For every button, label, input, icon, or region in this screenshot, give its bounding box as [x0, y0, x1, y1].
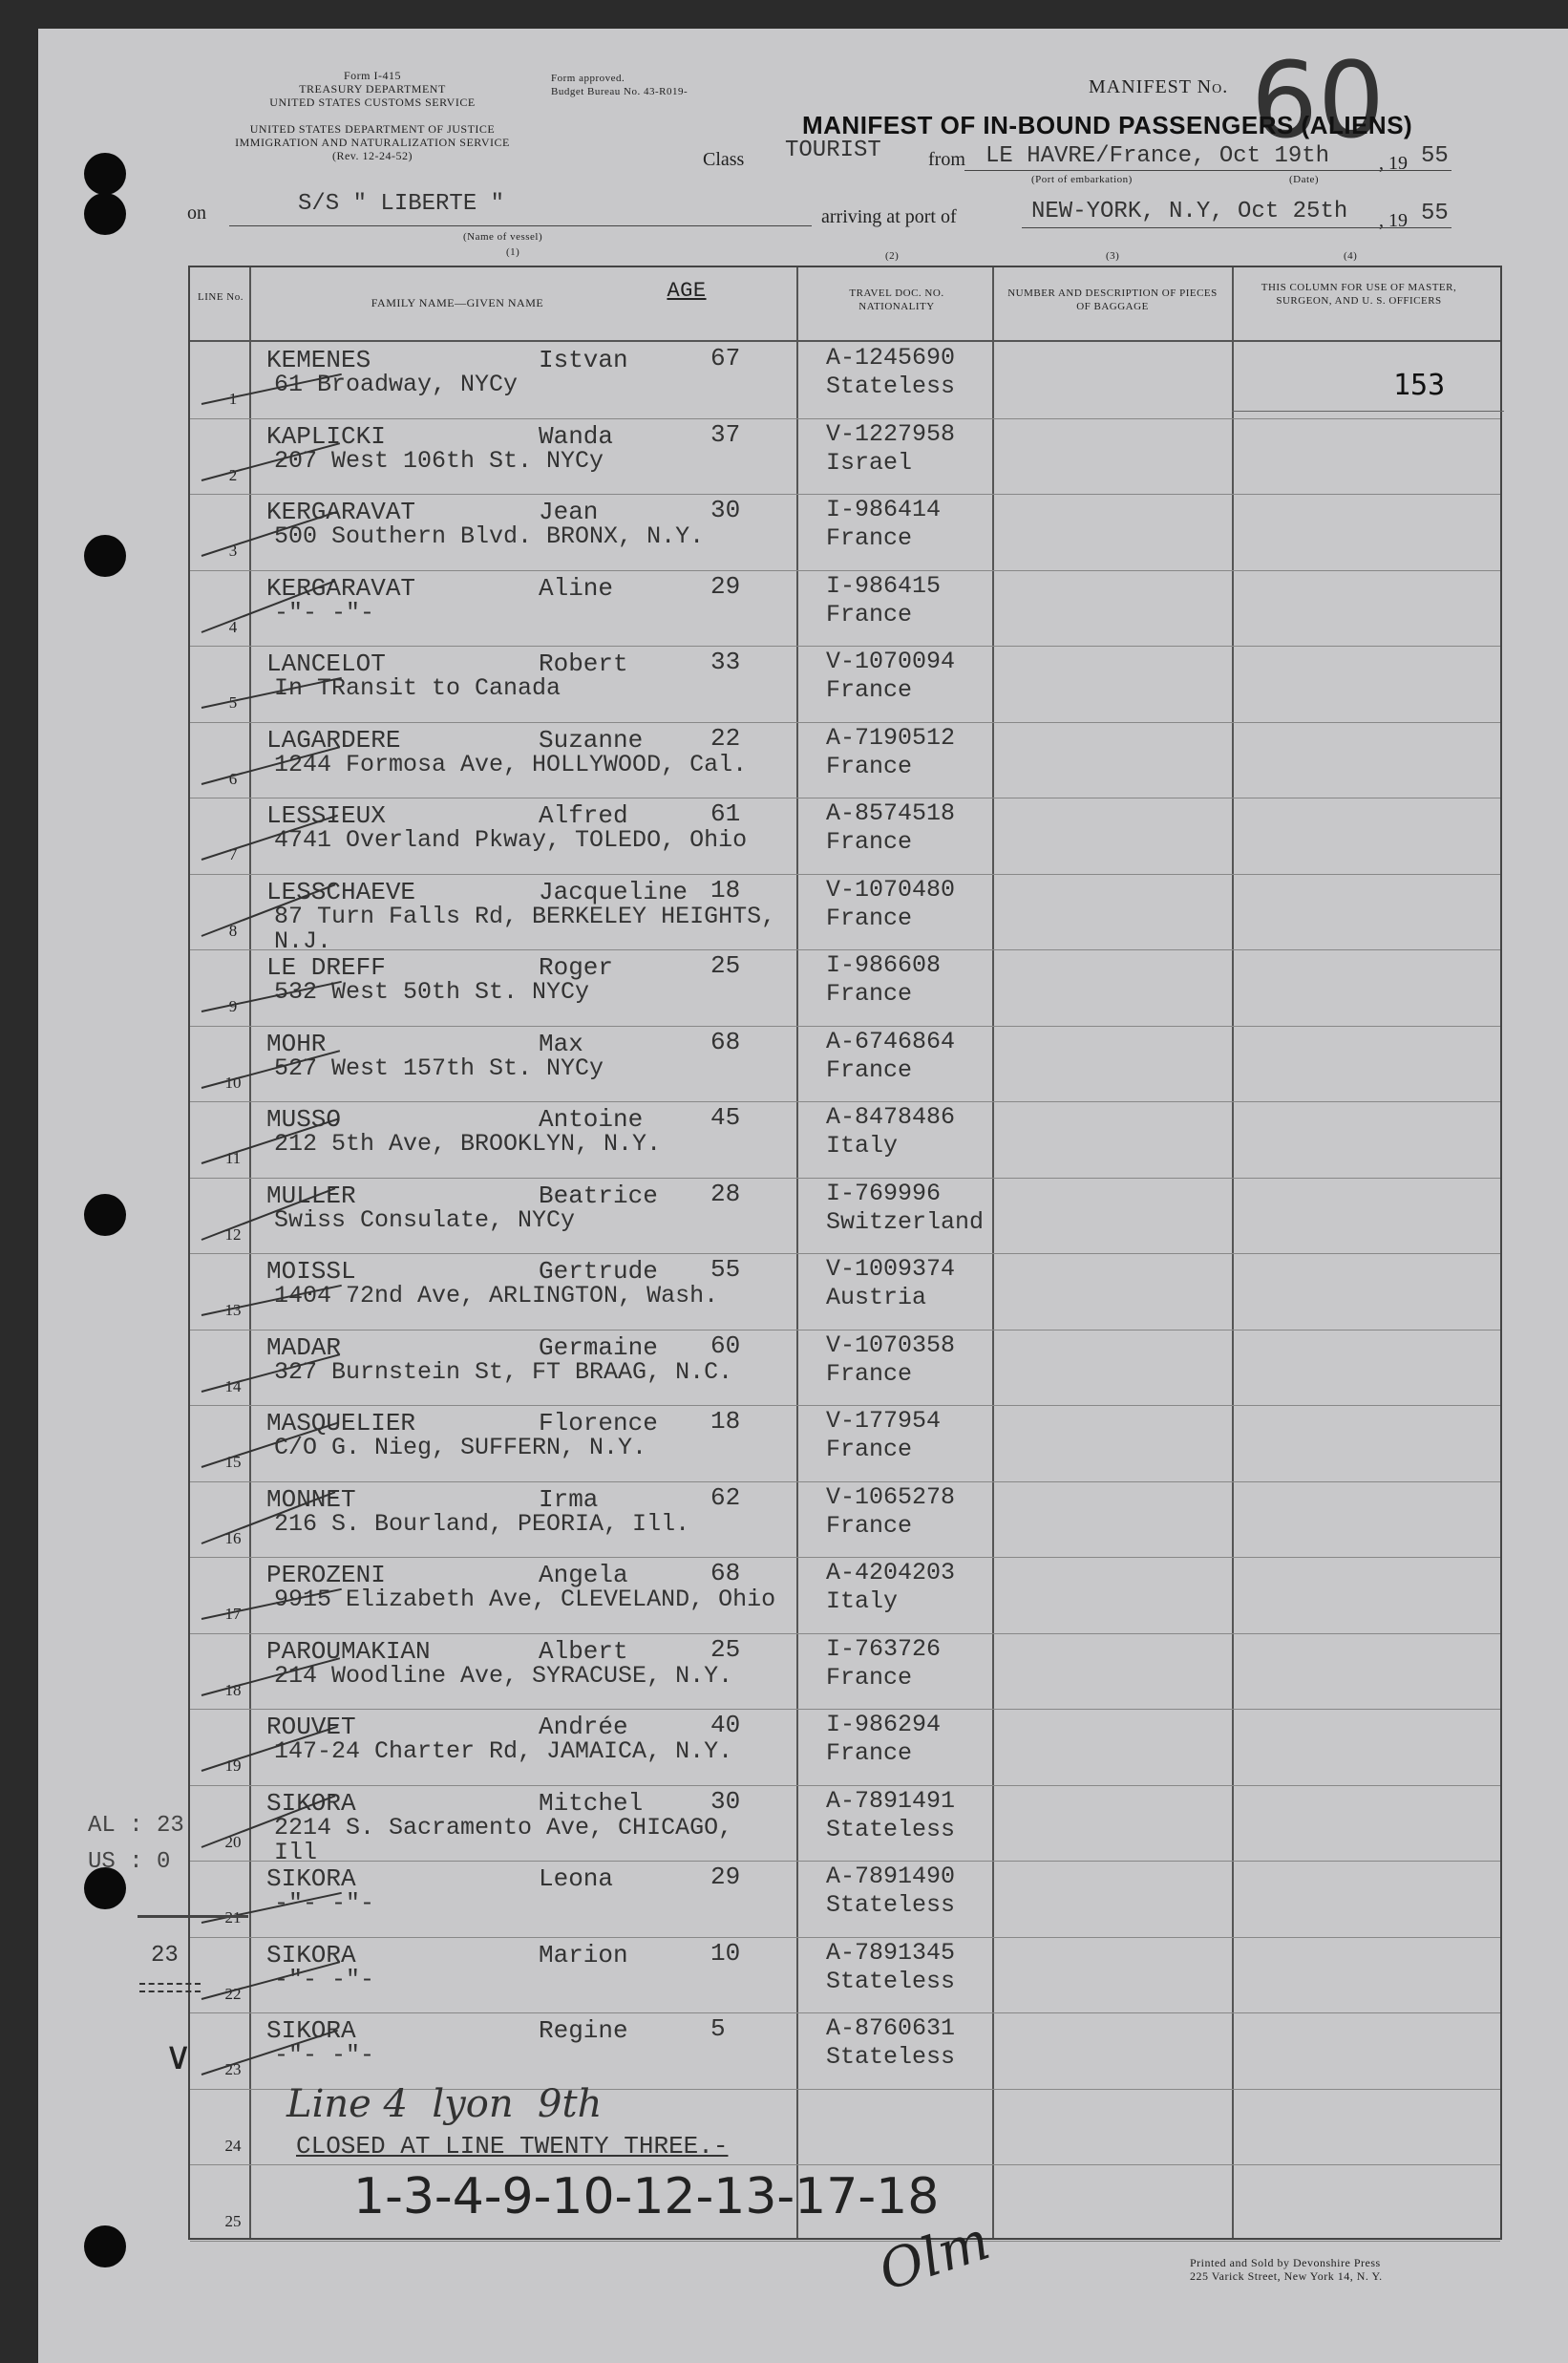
- family-name: LAGARDERE: [266, 725, 401, 755]
- given-name: Max: [539, 1029, 583, 1058]
- class-value: TOURIST: [785, 138, 881, 163]
- table-row: [190, 1178, 1500, 1253]
- family-name: MASQUELIER: [266, 1409, 416, 1437]
- nationality: France: [826, 1663, 913, 1692]
- nationality: Stateless: [826, 2043, 956, 2071]
- nationality: France: [826, 524, 913, 552]
- year-prefix-2: , 19: [1379, 210, 1408, 231]
- table-row: [190, 418, 1500, 494]
- nationality: France: [826, 1436, 913, 1463]
- margin-double-rule: [139, 1983, 201, 1992]
- family-name: SIKORA: [266, 1864, 356, 1893]
- address: 1404 72nd Ave, ARLINGTON, Wash.: [274, 1282, 719, 1309]
- line-number: 4: [228, 617, 238, 636]
- line-number: 13: [224, 1301, 242, 1319]
- nationality: Stateless: [826, 1891, 956, 1919]
- family-name: PAROUMAKIAN: [266, 1636, 431, 1666]
- age: 30: [710, 496, 741, 524]
- nationality: France: [826, 980, 913, 1008]
- arrival-port: NEW-YORK, N.Y, Oct 25th: [1031, 199, 1348, 224]
- family-name: MUSSO: [266, 1105, 342, 1134]
- age: 29: [710, 571, 741, 601]
- ins-service: IMMIGRATION AND NATURALIZATION SERVICE: [235, 136, 510, 149]
- col4-marker: (4): [1344, 250, 1358, 262]
- travel-doc: V-177954: [826, 1407, 942, 1435]
- printer-line1: Printed and Sold by Devonshire Press: [1190, 2256, 1381, 2269]
- age: 25: [710, 1634, 741, 1664]
- line-number: 9: [228, 997, 238, 1015]
- nationality: Switzerland: [826, 1207, 985, 1236]
- family-name: LESSCHAEVE: [266, 877, 416, 906]
- line24-note: Line 4 lyon 9th: [286, 2082, 603, 2126]
- given-name: Robert: [539, 649, 628, 678]
- class-label: Class: [703, 149, 745, 170]
- margin-check: ∨: [164, 2034, 193, 2078]
- margin-us: US : 0: [88, 1849, 171, 1875]
- family-name: KAPLICKI: [266, 421, 386, 451]
- age: 5: [710, 2014, 726, 2043]
- family-name: PEROZENI: [266, 1561, 386, 1589]
- binder-hole: [84, 535, 126, 577]
- address: 214 Woodline Ave, SYRACUSE, N.Y.: [274, 1661, 733, 1690]
- table-row: [190, 1557, 1500, 1632]
- line-number: 23: [224, 2060, 242, 2078]
- table-row: [190, 722, 1500, 798]
- travel-doc: V-1070480: [826, 875, 956, 904]
- family-name: LE DREFF: [266, 953, 386, 982]
- family-name: KERGARAVAT: [266, 498, 416, 526]
- address: -"- -"-: [274, 1889, 375, 1917]
- travel-doc: A-8760631: [826, 2014, 956, 2042]
- table-row: [190, 494, 1500, 569]
- travel-doc: A-1245690: [826, 344, 956, 372]
- nationality: France: [826, 904, 913, 932]
- age: 25: [710, 951, 741, 980]
- manifest-title: MANIFEST OF IN-BOUND PASSENGERS (ALIENS): [802, 111, 1413, 139]
- justice-dept: UNITED STATES DEPARTMENT OF JUSTICE: [249, 122, 496, 136]
- given-name: Alfred: [539, 801, 628, 830]
- travel-doc: I-986608: [826, 951, 942, 979]
- nationality: France: [826, 600, 913, 628]
- travel-doc: V-1065278: [826, 1482, 956, 1511]
- binder-hole: [84, 1194, 126, 1236]
- year-value-1: 55: [1421, 143, 1449, 169]
- table-row: [190, 1709, 1500, 1784]
- from-underline: [964, 170, 1451, 171]
- family-name: SIKORA: [266, 1788, 356, 1818]
- travel-doc: V-1227958: [826, 419, 956, 448]
- travel-doc: A-8574518: [826, 799, 956, 827]
- family-name: MONNET: [266, 1484, 356, 1514]
- nationality: Italy: [826, 1132, 899, 1160]
- age: 18: [710, 1407, 741, 1436]
- line-number: 19: [224, 1756, 242, 1775]
- address: C/O G. Nieg, SUFFERN, N.Y.: [274, 1434, 647, 1461]
- given-name: Suzanne: [539, 725, 644, 755]
- travel-doc: A-7891491: [826, 1786, 956, 1815]
- age: 60: [710, 1331, 741, 1360]
- nationality: Austria: [826, 1284, 927, 1311]
- given-name: Marion: [539, 1940, 628, 1969]
- manifest-no-label: MANIFEST No.: [1089, 76, 1229, 97]
- address: -"- -"-: [274, 598, 375, 627]
- family-name: MOHR: [266, 1029, 327, 1058]
- age: 62: [710, 1482, 741, 1512]
- customs-service: UNITED STATES CUSTOMS SERVICE: [269, 96, 476, 109]
- binder-hole: [84, 193, 126, 235]
- line-number: 14: [224, 1376, 242, 1395]
- nationality: France: [826, 1739, 913, 1767]
- address: 1244 Formosa Ave, HOLLYWOOD, Cal.: [274, 750, 748, 778]
- line-number: 12: [224, 1224, 242, 1244]
- handwritten-initials: Olm: [871, 2209, 998, 2304]
- line-number: 1: [228, 390, 238, 408]
- line-number: 21: [224, 1908, 242, 1927]
- row-divider: [190, 2241, 1500, 2242]
- table-row: [190, 646, 1500, 721]
- year-value-2: 55: [1421, 201, 1449, 226]
- given-name: Leona: [539, 1864, 614, 1893]
- given-name: Andrée: [539, 1713, 628, 1741]
- line-number: 11: [224, 1149, 242, 1167]
- handwritten-sequence: 1-3-4-9-10-12-13-17-18: [353, 2168, 940, 2225]
- age: 61: [710, 799, 741, 828]
- line-number: 25: [224, 2212, 242, 2230]
- table-row: [190, 1481, 1500, 1557]
- travel-doc: I-769996: [826, 1179, 942, 1207]
- nationality: Israel: [826, 448, 913, 477]
- family-name: ROUVET: [266, 1713, 356, 1741]
- line-number: 24: [224, 2136, 242, 2155]
- age: 40: [710, 1711, 741, 1739]
- travel-doc: A-7891345: [826, 1938, 956, 1967]
- table-row: [190, 1101, 1500, 1177]
- family-name: LANCELOT: [266, 649, 386, 678]
- manifest-no-value: 60: [1251, 39, 1385, 161]
- address: 532 West 50th St. NYCy: [274, 978, 590, 1006]
- age: 68: [710, 1559, 741, 1587]
- travel-doc: I-763726: [826, 1634, 942, 1663]
- budget-bureau: Budget Bureau No. 43-R019-: [551, 86, 689, 97]
- date-caption: (Date): [1289, 174, 1320, 185]
- age: 68: [710, 1027, 741, 1056]
- officer-note: 153: [1393, 369, 1446, 402]
- from-label: from: [928, 149, 965, 170]
- address: Swiss Consulate, NYCy: [274, 1205, 576, 1234]
- table-row: [190, 1330, 1500, 1405]
- nationality: Stateless: [826, 1815, 956, 1843]
- arriving-label: arriving at port of: [821, 206, 957, 227]
- header-age: AGE: [667, 279, 707, 303]
- header-baggage: NUMBER AND DESCRIPTION OF PIECES OF BAGGAGE: [1007, 287, 1218, 312]
- travel-doc: V-1070358: [826, 1331, 956, 1359]
- family-name: SIKORA: [266, 2016, 356, 2045]
- binder-hole: [84, 2225, 126, 2267]
- table-row: [190, 798, 1500, 873]
- given-name: Roger: [539, 953, 614, 982]
- address: -"- -"-: [274, 1965, 375, 1993]
- nationality: France: [826, 1359, 913, 1388]
- given-name: Regine: [539, 2016, 628, 2045]
- family-name: MOISSL: [266, 1257, 356, 1286]
- address: In TRansit to Canada: [274, 674, 562, 702]
- line-number: 8: [228, 921, 238, 940]
- vessel-underline: [229, 225, 812, 226]
- form-approved: Form approved.: [551, 73, 625, 84]
- margin-total: 23: [151, 1943, 179, 1969]
- manifest-sheet: [38, 29, 1568, 2363]
- age: 29: [710, 1863, 741, 1891]
- nationality: France: [826, 828, 913, 856]
- given-name: Istvan: [539, 346, 628, 374]
- treasury-dept: TREASURY DEPARTMENT: [299, 82, 446, 96]
- age: 67: [710, 344, 741, 373]
- line-number: 16: [224, 1528, 242, 1547]
- travel-doc: I-986414: [826, 496, 942, 523]
- table-row: [190, 570, 1500, 646]
- line-number: 5: [228, 693, 238, 712]
- family-name: KERGARAVAT: [266, 573, 416, 603]
- binder-hole: [84, 153, 126, 195]
- family-name: LESSIEUX: [266, 801, 386, 830]
- port-embark-caption: (Port of embarkation): [1031, 174, 1133, 185]
- closing-text: CLOSED AT LINE TWENTY THREE.-: [296, 2132, 729, 2161]
- col2-marker: (2): [885, 250, 900, 262]
- col1-marker: (1): [506, 246, 520, 258]
- given-name: Gertrude: [539, 1257, 658, 1286]
- age: 45: [710, 1103, 741, 1132]
- table-row: [190, 1633, 1500, 1709]
- header-travel: TRAVEL DOC. NO. NATIONALITY: [849, 287, 944, 312]
- family-name: KEMENES: [266, 346, 371, 374]
- line-number: 7: [228, 845, 238, 863]
- margin-rule: [138, 1915, 248, 1918]
- given-name: Florence: [539, 1409, 658, 1437]
- from-value: LE HAVRE/France, Oct 19th: [985, 143, 1330, 169]
- nationality: France: [826, 676, 913, 704]
- nationality: France: [826, 1055, 913, 1084]
- given-name: Germaine: [539, 1332, 658, 1362]
- travel-doc: A-6746864: [826, 1027, 956, 1055]
- address: 147-24 Charter Rd, JAMAICA, N.Y.: [274, 1737, 733, 1765]
- age: 28: [710, 1179, 741, 1208]
- given-name: Jean: [539, 498, 599, 526]
- given-name: Beatrice: [539, 1181, 658, 1210]
- travel-doc: V-1009374: [826, 1255, 956, 1283]
- address: 61 Broadway, NYCy: [274, 371, 519, 398]
- table-row: [190, 1937, 1500, 2012]
- age: 30: [710, 1786, 741, 1816]
- nationality: France: [826, 1511, 913, 1540]
- address: 212 5th Ave, BROOKLYN, N.Y.: [274, 1130, 662, 1158]
- given-name: Wanda: [539, 421, 614, 451]
- line-number: 18: [224, 1680, 242, 1699]
- margin-al: AL : 23: [88, 1813, 184, 1839]
- nationality: Stateless: [826, 373, 956, 400]
- printer-line2: 225 Varick Street, New York 14, N. Y.: [1190, 2269, 1383, 2283]
- address: 2214 S. Sacramento Ave, CHICAGO, Ill: [274, 1813, 733, 1866]
- address: 9915 Elizabeth Ave, CLEVELAND, Ohio: [274, 1586, 776, 1613]
- form-rev: (Rev. 12-24-52): [331, 149, 413, 162]
- vessel-caption: (Name of vessel): [463, 231, 543, 243]
- address: 327 Burnstein St, FT BRAAG, N.C.: [274, 1357, 733, 1386]
- family-name: MADAR: [266, 1332, 342, 1362]
- table-row: [190, 874, 1500, 955]
- age: 37: [710, 419, 741, 449]
- line-number: 20: [224, 1832, 242, 1851]
- age: 18: [710, 875, 741, 905]
- line-number: 15: [224, 1453, 242, 1471]
- passenger-table: [188, 266, 1502, 2240]
- line-number: 22: [224, 1984, 242, 2003]
- line-number: 2: [228, 465, 238, 484]
- on-label: on: [187, 202, 206, 224]
- travel-doc: A-8478486: [826, 1103, 956, 1131]
- travel-doc: V-1070094: [826, 648, 956, 675]
- given-name: Angela: [539, 1561, 628, 1589]
- form-number: Form I-415: [344, 69, 401, 82]
- address: 216 S. Bourland, PEORIA, Ill.: [274, 1509, 690, 1538]
- address: -"- -"-: [274, 2041, 375, 2069]
- age: 55: [710, 1255, 741, 1284]
- table-row: [190, 1785, 1500, 1866]
- given-name: Mitchel: [539, 1788, 644, 1818]
- vessel-name: S/S " LIBERTE ": [298, 191, 505, 217]
- travel-doc: I-986415: [826, 571, 942, 600]
- table-row: [190, 1253, 1500, 1329]
- arrival-underline: [1022, 227, 1451, 228]
- travel-doc: A-4204203: [826, 1559, 956, 1586]
- table-row: [190, 1861, 1500, 1936]
- line-number: 10: [224, 1073, 242, 1092]
- line-number: 17: [224, 1605, 242, 1623]
- table-row: [190, 949, 1500, 1025]
- header-name: FAMILY NAME—GIVEN NAME: [371, 296, 544, 309]
- travel-doc: A-7190512: [826, 723, 956, 752]
- address: 527 West 157th St. NYCy: [274, 1054, 604, 1082]
- year-prefix-1: , 19: [1379, 153, 1408, 174]
- given-name: Irma: [539, 1484, 599, 1514]
- nationality: Italy: [826, 1587, 899, 1615]
- travel-doc: A-7891490: [826, 1863, 956, 1890]
- address: 4741 Overland Pkway, TOLEDO, Ohio: [274, 826, 748, 854]
- family-name: MULLER: [266, 1181, 356, 1210]
- age: 33: [710, 648, 741, 676]
- family-name: SIKORA: [266, 1940, 356, 1969]
- given-name: Albert: [539, 1636, 628, 1666]
- col3-marker: (3): [1106, 250, 1120, 262]
- line-number: 3: [228, 542, 238, 560]
- nationality: France: [826, 752, 913, 780]
- given-name: Aline: [539, 573, 614, 603]
- address: 207 West 106th St. NYCy: [274, 446, 604, 475]
- address: 87 Turn Falls Rd, BERKELEY HEIGHTS, N.J.: [274, 902, 776, 955]
- address: 500 Southern Blvd. BRONX, N.Y.: [274, 522, 705, 550]
- table-row: [190, 1026, 1500, 1101]
- age: 10: [710, 1938, 741, 1968]
- header-line-no: LINE No.: [198, 291, 244, 303]
- given-name: Jacqueline: [539, 877, 689, 906]
- line-number: 6: [228, 769, 238, 788]
- given-name: Antoine: [539, 1105, 644, 1134]
- table-row: [190, 1405, 1500, 1480]
- nationality: Stateless: [826, 1967, 956, 1995]
- travel-doc: I-986294: [826, 1711, 942, 1738]
- age: 22: [710, 723, 741, 753]
- table-row: [190, 2012, 1500, 2088]
- header-officers: THIS COLUMN FOR USE OF MASTER, SURGEON, AND U. S. OFFICERS: [1261, 282, 1457, 307]
- table-row: [190, 342, 1500, 417]
